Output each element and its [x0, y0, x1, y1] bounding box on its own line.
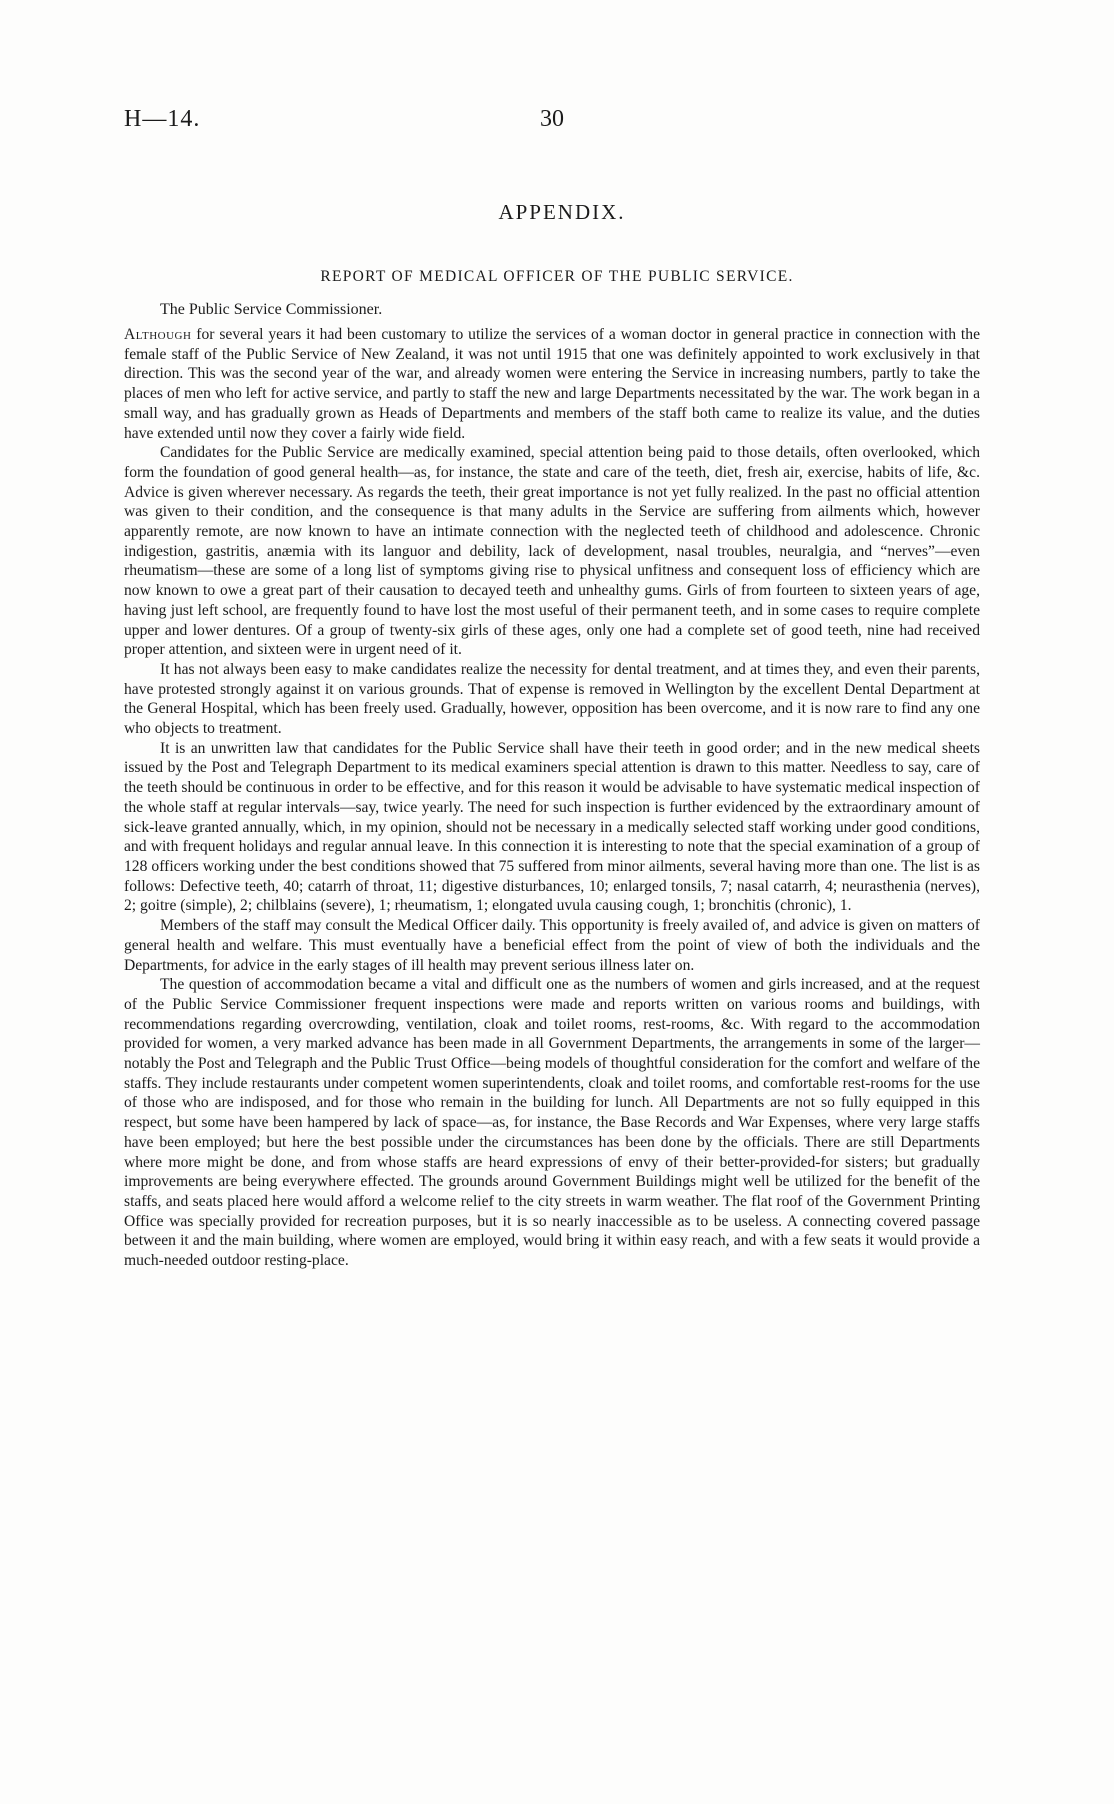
paragraph-6: The question of accommodation became a vital and difficult one as the numbers of women and girls increased, and at the request of the Public Service Commissioner frequent inspections were made and reports written on various rooms and buildings, with recommendations regarding overcrowding, ventilation, cloak and toilet rooms, rest-rooms, &c. With regard to the accommodation provided for women, a very marked advance has been made in all Government Departments, the arrangements in some of the larger—notably the Post and Telegraph and the Public Trust Office—being models of thoughtful consideration for the comfort and welfare of the staffs. They include restaurants under competent women superintendents, cloak and toilet rooms, and comfortable rest-rooms for the use of those who are indisposed, and for those who remain in the building for lunch. All Departments are not so fully equipped in this respect, but some have been hampered by lack of space—as, for instance, the Base Records and War Expenses, where very large staffs have been employed; but here the best possible under the circumstances has been done by the officials. There are still Departments where more might be done, and from whose staffs are heard expressions of envy of their better-provided-for sisters; but gradually improvements are being everywhere effected. The grounds around Government Buildings might well be utilized for the benefit of the staffs, and seats placed here would afford a welcome relief to the city streets in warm weather. The flat roof of the Government Printing Office was specially provided for recreation purposes, but it is so nearly inaccessible as to be useless. A connecting covered passage between it and the main building, where women are employed, would bring it within easy reach, and with a few seats it would provide a much-needed outdoor resting-place.: [124, 976, 980, 1270]
report-body: [124, 325, 980, 1271]
addressee: The Public Service Commissioner.: [160, 301, 383, 318]
document-reference: H—14.: [124, 106, 201, 132]
report-title: REPORT OF MEDICAL OFFICER OF THE PUBLIC SERVICE.: [320, 268, 794, 285]
appendix-heading-text: APPENDIX.: [498, 200, 626, 224]
paragraph-1: [124, 325, 980, 443]
page-header: [0, 106, 1114, 140]
paragraph-1-lead: Although: [124, 326, 192, 343]
paragraph-4: It is an unwritten law that candidates for the Public Service shall have their teeth in good order; and in the new medical sheets issued by the Post and Telegraph Department to its medical examiners special attention is drawn to this matter. Needless to say, care of the teeth should be continuous in order to be effective, and for this reason it would be advisable to have systematic medical inspection of the whole staff at regular intervals—say, twice yearly. The need for such inspection is further evidenced by the extraordinary amount of sick-leave granted annually, which, in my opinion, should not be necessary in a medically selected staff working under good conditions, and with frequent holidays and regular annual leave. In this connection it is interesting to note that the special examination of a group of 128 officers working under the best conditions showed that 75 suffered from minor ailments, several having more than one. The list is as follows: Defective teeth, 40; catarrh of throat, 11; digestive disturbances, 10; enlarged tonsils, 7; nasal catarrh, 4; neurasthenia (nerves), 2; goitre (simple), 2; chilblains (severe), 1; rheumatism, 1; elongated uvula causing cough, 1; bronchitis (chronic), 1.: [124, 739, 980, 915]
page-number: 30: [540, 106, 564, 132]
paragraph-5: Members of the staff may consult the Medical Officer daily. This opportunity is freely availed of, and advice is given on matters of general health and welfare. This must eventually have a beneficial effect from the point of view of both the individuals and the Departments, for advice in the early stages of ill health may prevent serious illness later on.: [124, 917, 980, 974]
appendix-heading: [0, 200, 1114, 225]
paragraph-2: Candidates for the Public Service are medically examined, special attention being paid to those details, often overlooked, which form the foundation of good general health—as, for instance, the state and care of the teeth, diet, fresh air, exercise, habits of life, &c. Advice is given wherever necessary. As regards the teeth, their great importance is not yet fully realized. In the past no official attention was given to their condition, and the consequence is that many adults in the Service are suffering from ailments which, however apparently remote, are now known to have an intimate connection with the neglected teeth of childhood and adolescence. Chronic indigestion, gastritis, anæmia with its languor and debility, lack of development, nasal troubles, neuralgia, and “nerves”—even rheumatism—these are some of a long list of symptoms giving rise to physical unfitness and consequent loss of efficiency which are now known to owe a great part of their causation to decayed teeth and unhealthy gums. Girls of from fourteen to sixteen years of age, having just left school, are frequently found to have lost the most useful of their permanent teeth, and in some cases to require complete upper and lower dentures. Of a group of twenty-six girls of these ages, only one had a complete set of good teeth, nine had received proper attention, and sixteen were in urgent need of it.: [124, 444, 980, 659]
paragraph-3: It has not always been easy to make candidates realize the necessity for dental treatment, and at times they, and even their parents, have protested strongly against it on various grounds. That of expense is removed in Wellington by the excellent Dental Department at the General Hospital, which has been freely used. Gradually, however, opposition has been overcome, and it is now rare to find any one who objects to treatment.: [124, 660, 980, 738]
paragraph-1-text: for several years it had been customary to utilize the services of a woman doctor in general practice in connection with the female staff of the Public Service of New Zealand, it was not until 1915 that one was definitely appointed to work exclusively in that direction. This was the second year of the war, and already women were entering the Service in increasing numbers, partly to take the places of men who left for active service, and partly to staff the new and large Departments necessitated by the war. The work began in a small way, and has gradually grown as Heads of Departments and members of the staff both came to realize its value, and the duties have extended until now they cover a fairly wide field.: [124, 326, 980, 442]
